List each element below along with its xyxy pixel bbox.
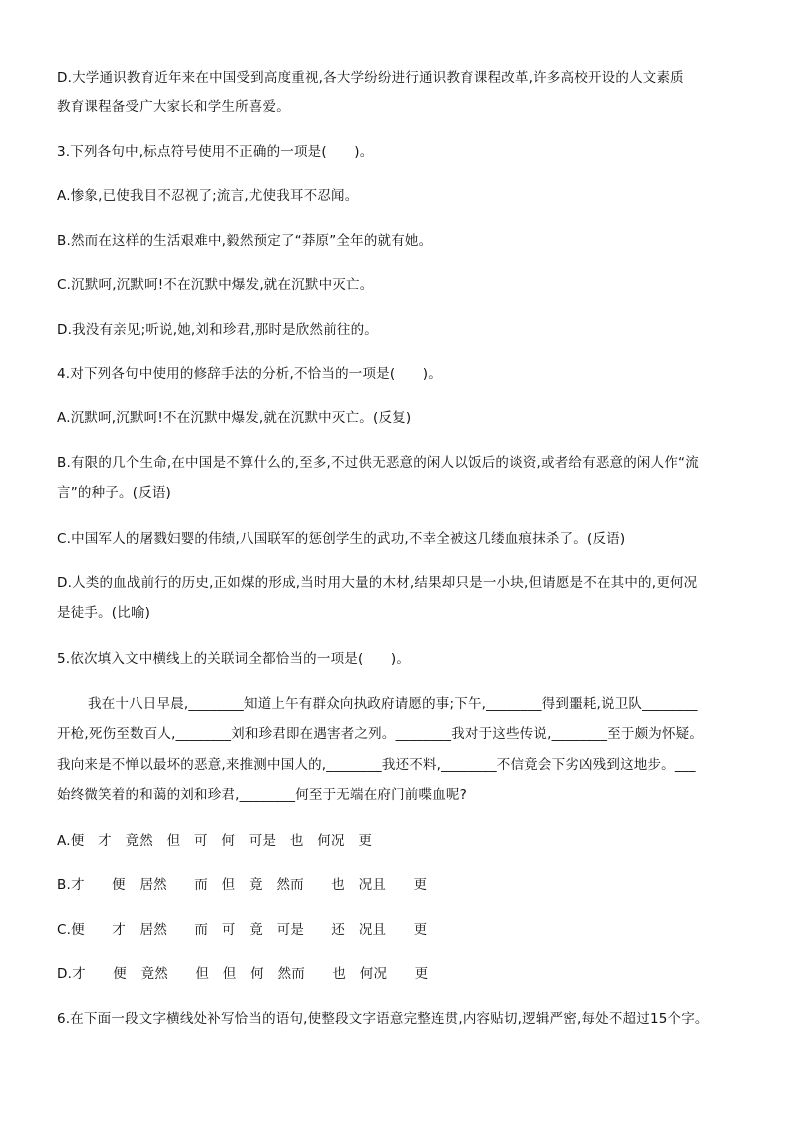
q5-passage-line2: 开枪,死伤至数百人,________刘和珍君即在遇害者之列。________我对于这些传说,________至于颇为怀疑。 xyxy=(57,726,704,742)
q3-option-d: D.我没有亲见;听说,她,刘和珍君,那时是欣然前往的。 xyxy=(57,322,379,338)
q4-option-d-line1: D.人类的血战前行的历史,正如煤的形成,当时用大量的木材,结果却只是一小块,但请愿是不在其中的,更何况 xyxy=(57,575,698,591)
option-d-q2-line1: D.大学通识教育近年来在中国受到高度重视,各大学纷纷进行通识教育课程改革,许多高校开设的人文素质 xyxy=(57,70,684,86)
q5-option-c: C.便 才 居然 而 可 竟 可是 还 况且 更 xyxy=(57,922,428,938)
option-d-q2-line2: 教育课程备受广大家长和学生所喜爱。 xyxy=(57,99,290,115)
q5-option-d: D.才 便 竟然 但 但 何 然而 也 何况 更 xyxy=(57,966,429,982)
q4-option-c: C.中国军人的屠戮妇婴的伟绩,八国联军的惩创学生的武功,不幸全被这几缕血痕抹杀了。(反语) xyxy=(57,531,626,547)
q5-passage-line3: 我向来是不惮以最坏的恶意,来推测中国人的,________我还不料,________不信竟会下劣凶残到这地步。___ xyxy=(57,757,696,773)
q3-option-a: A.惨象,已使我目不忍视了;流言,尤使我耳不忍闻。 xyxy=(57,188,359,204)
q3-option-c: C.沉默呵,沉默呵!不在沉默中爆发,就在沉默中灭亡。 xyxy=(57,277,374,293)
q4-option-d-line2: 是徒手。(比喻) xyxy=(57,605,151,621)
question-3-stem: 3.下列各句中,标点符号使用不正确的一项是( )。 xyxy=(57,144,374,160)
q4-option-a: A.沉默呵,沉默呵!不在沉默中爆发,就在沉默中灭亡。(反复) xyxy=(57,410,412,426)
q5-passage-line1: 我在十八日早晨,________知道上午有群众向执政府请愿的事;下午,________得到噩耗,说卫队________ xyxy=(88,696,698,712)
q5-option-a: A.便 才 竟然 但 可 何 可是 也 何况 更 xyxy=(57,833,373,849)
question-5-stem: 5.依次填入文中横线上的关联词全都恰当的一项是( )。 xyxy=(57,651,411,667)
question-6-stem: 6.在下面一段文字横线处补写恰当的语句,使整段文字语意完整连贯,内容贴切,逻辑严密,每处不超过15个字。 xyxy=(57,1011,709,1027)
q5-option-b: B.才 便 居然 而 但 竟 然而 也 况且 更 xyxy=(57,877,428,893)
question-4-stem: 4.对下列各句中使用的修辞手法的分析,不恰当的一项是( )。 xyxy=(57,366,442,382)
q3-option-b: B.然而在这样的生活艰难中,毅然预定了“莽原”全年的就有她。 xyxy=(57,233,433,249)
q4-option-b-line2: 言”的种子。(反语) xyxy=(57,485,172,501)
q5-passage-line4: 始终微笑着的和蔼的刘和珍君,________何至于无端在府门前喋血呢? xyxy=(57,787,467,803)
q4-option-b-line1: B.有限的几个生命,在中国是不算什么的,至多,不过供无恶意的闲人以饭后的谈资,或者给有恶意的闲人作“流 xyxy=(57,455,699,471)
